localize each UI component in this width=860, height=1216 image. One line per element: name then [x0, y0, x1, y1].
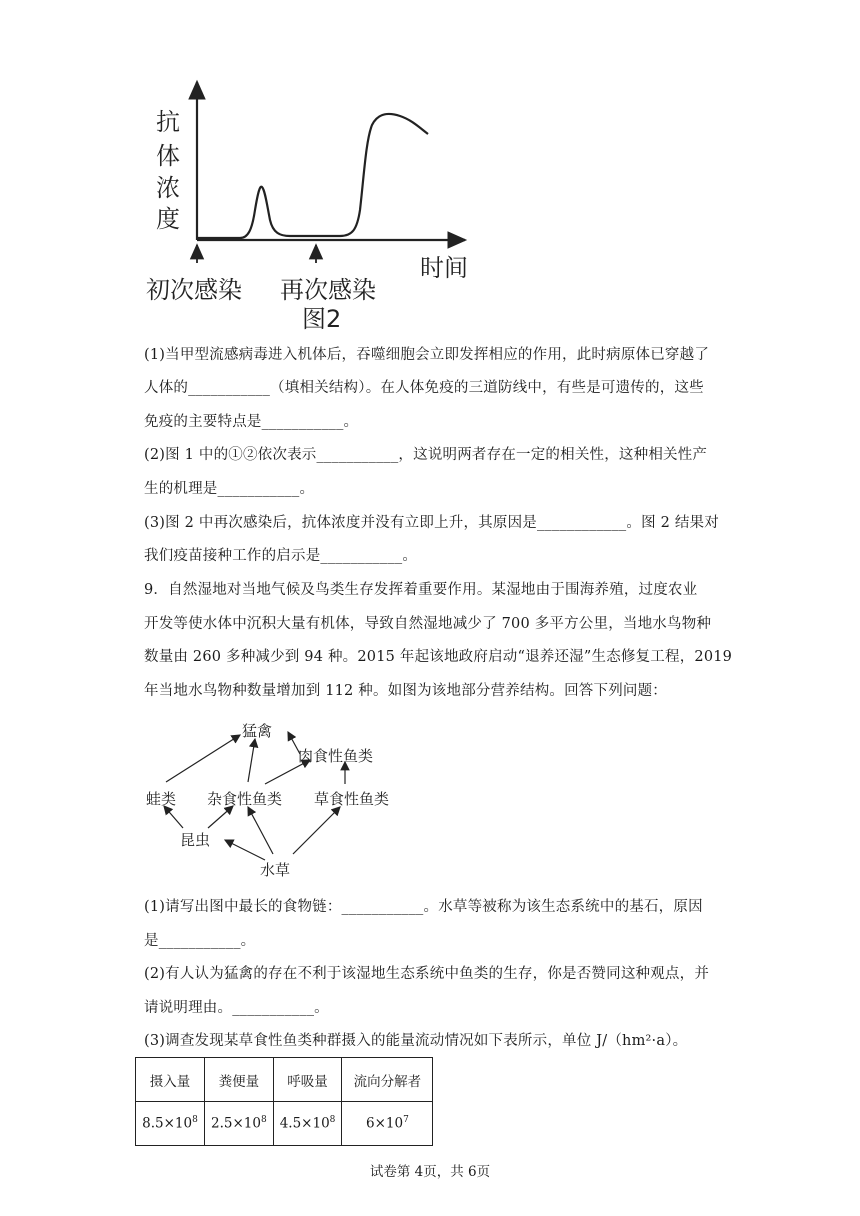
q9-part3-line1: (3)调查发现某草食性鱼类种群摄入的能量流动情况如下表所示，单位 J/（hm²·a）。 [144, 1033, 688, 1049]
energy-flow-table [135, 1057, 433, 1146]
value-exponent: 7 [403, 1115, 409, 1126]
q8-part1-line2: 人体的___________（填相关结构）。在人体免疫的三道防线中，有些是可遗传的，这些 [144, 380, 704, 396]
q8-part2-line1: (2)图 1 中的①②依次表示___________，这说明两者存在一定的相关性，这种相关性产 [144, 447, 708, 463]
q9-part2-line2: 请说明理由。___________。 [144, 1000, 329, 1016]
node-waterweed: 水草 [260, 861, 291, 879]
table-header-cell: 摄入量 [136, 1058, 205, 1102]
q8-part1-line1: (1)当甲型流感病毒进入机体后，吞噬细胞会立即发挥相应的作用，此时病原体已穿越了 [144, 347, 710, 363]
table-cell [273, 1102, 342, 1146]
table-header-row [136, 1058, 433, 1102]
y-axis-label-char-2: 体 [156, 142, 180, 170]
figure-caption: 图2 [302, 305, 342, 333]
value-base: 2.5×10 [211, 1115, 261, 1132]
table-cell [205, 1102, 274, 1146]
node-herbivore-fish: 草食性鱼类 [314, 790, 390, 808]
value-base: 6×10 [365, 1115, 404, 1132]
q8-part3-line2: 我们疫苗接种工作的启示是___________。 [144, 548, 418, 564]
node-insect: 昆虫 [180, 831, 211, 849]
value-base: 4.5×10 [279, 1115, 330, 1132]
table-row [136, 1102, 433, 1146]
node-frog: 蛙类 [146, 790, 177, 808]
page-footer: 试卷第 4页，共 6页 [369, 1164, 491, 1180]
y-axis-label-char-4: 度 [156, 205, 180, 233]
node-omnivore-fish: 杂食性鱼类 [207, 790, 283, 808]
antibody-curve-graph [140, 70, 480, 270]
q9-intro-line1: 9．自然湿地对当地气候及鸟类生存发挥着重要作用。某湿地由于围海养殖，过度农业 [144, 582, 698, 598]
table-header-cell: 粪便量 [205, 1058, 274, 1102]
table-header-cell: 呼吸量 [273, 1058, 342, 1102]
q9-intro-line2: 开发等使水体中沉积大量有机体，导致自然湿地减少了 700 多平方公里，当地水鸟物种 [144, 616, 712, 632]
q9-part2-line1: (2)有人认为猛禽的存在不利于该湿地生态系统中鱼类的生存，你是否赞同这种观点，并 [144, 966, 710, 982]
q9-intro-line3: 数量由 260 多种减少到 94 种。2015 年起该地政府启动“退养还湿”生态修复工程，2019 [144, 649, 733, 665]
y-axis-label-char-1: 抗 [156, 108, 180, 136]
value-base: 8.5×10 [142, 1115, 193, 1132]
q9-part1-line1: (1)请写出图中最长的食物链：___________。水草等被称为该生态系统中的基石，原因 [144, 899, 703, 915]
value-exponent: 8 [192, 1115, 198, 1126]
node-raptor: 猛禽 [242, 722, 273, 740]
q9-intro-line4: 年当地水鸟物种数量增加到 112 种。如图为该地部分营养结构。回答下列问题： [144, 683, 667, 699]
table-cell [136, 1102, 205, 1146]
first-infection-label: 初次感染 [146, 276, 242, 304]
y-axis-label-char-3: 浓 [156, 174, 180, 202]
second-infection-label: 再次感染 [280, 276, 376, 304]
q9-part1-line2: 是___________。 [144, 933, 256, 949]
table-cell [342, 1102, 433, 1146]
node-carnivore-fish: 肉食性鱼类 [298, 747, 374, 765]
value-exponent: 8 [329, 1115, 336, 1126]
q8-part3-line1: (3)图 2 中再次感染后，抗体浓度并没有立即上升，其原因是____________。图 2 结果对 [144, 515, 719, 531]
q8-part2-line2: 生的机理是___________。 [144, 481, 315, 497]
antibody-curve [197, 114, 428, 238]
table-header-cell: 流向分解者 [342, 1058, 433, 1102]
value-exponent: 8 [260, 1115, 267, 1126]
x-axis-label: 时间 [420, 254, 468, 282]
q8-part1-line3: 免疫的主要特点是___________。 [144, 414, 359, 430]
